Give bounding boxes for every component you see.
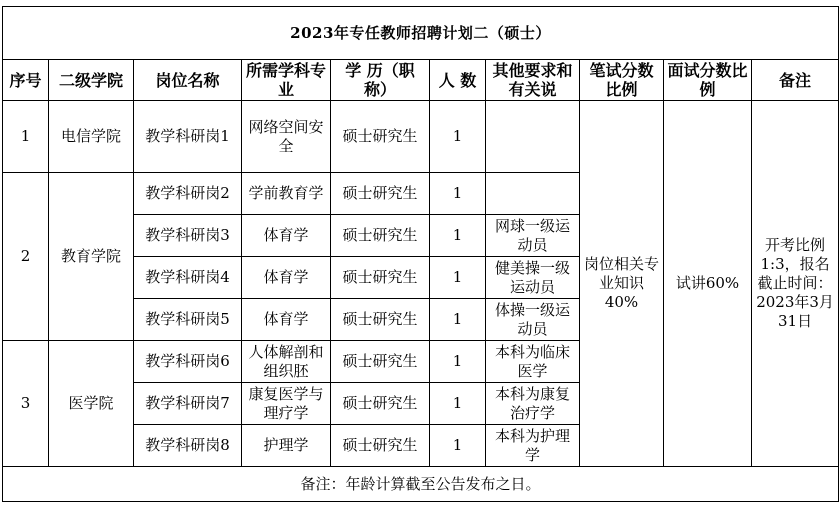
headcount: 1 <box>430 215 486 257</box>
other-requirement: 本科为临床医学 <box>486 341 580 383</box>
header-cell: 序号 <box>3 60 49 101</box>
degree: 硕士研究生 <box>331 173 430 215</box>
other-requirement <box>486 173 580 215</box>
college-name: 医学院 <box>49 341 134 467</box>
required-major: 体育学 <box>242 299 331 341</box>
other-requirement: 本科为护理学 <box>486 425 580 467</box>
degree: 硕士研究生 <box>331 101 430 173</box>
post-name: 教学科研岗3 <box>134 215 242 257</box>
degree: 硕士研究生 <box>331 215 430 257</box>
required-major: 网络空间安全 <box>242 101 331 173</box>
headcount: 1 <box>430 101 486 173</box>
header-cell: 所需学科专业 <box>242 60 331 101</box>
table-title: 2023年专任教师招聘计划二（硕士） <box>3 7 839 60</box>
interview-ratio: 试讲60% <box>664 101 752 467</box>
post-name: 教学科研岗6 <box>134 341 242 383</box>
group-number: 1 <box>3 101 49 173</box>
other-requirement: 本科为康复治疗学 <box>486 383 580 425</box>
required-major: 学前教育学 <box>242 173 331 215</box>
header-cell: 面试分数比例 <box>664 60 752 101</box>
headcount: 1 <box>430 173 486 215</box>
written-exam-ratio: 岗位相关专业知识40% <box>580 101 664 467</box>
group-number: 2 <box>3 173 49 341</box>
headcount: 1 <box>430 425 486 467</box>
post-name: 教学科研岗4 <box>134 257 242 299</box>
header-cell: 笔试分数比例 <box>580 60 664 101</box>
required-major: 康复医学与理疗学 <box>242 383 331 425</box>
headcount: 1 <box>430 257 486 299</box>
header-cell: 人 数 <box>430 60 486 101</box>
header-cell: 其他要求和有关说 <box>486 60 580 101</box>
post-name: 教学科研岗8 <box>134 425 242 467</box>
degree: 硕士研究生 <box>331 299 430 341</box>
required-major: 体育学 <box>242 215 331 257</box>
header-cell: 备注 <box>752 60 839 101</box>
post-name: 教学科研岗7 <box>134 383 242 425</box>
required-major: 护理学 <box>242 425 331 467</box>
headcount: 1 <box>430 299 486 341</box>
headcount: 1 <box>430 383 486 425</box>
group-number: 3 <box>3 341 49 467</box>
post-name: 教学科研岗5 <box>134 299 242 341</box>
header-row <box>3 60 839 101</box>
college-name: 电信学院 <box>49 101 134 173</box>
other-requirement: 网球一级运动员 <box>486 215 580 257</box>
degree: 硕士研究生 <box>331 383 430 425</box>
post-name: 教学科研岗1 <box>134 101 242 173</box>
header-cell: 二级学院 <box>49 60 134 101</box>
required-major: 人体解剖和组织胚 <box>242 341 331 383</box>
header-cell: 岗位名称 <box>134 60 242 101</box>
footnote: 备注：年龄计算截至公告发布之日。 <box>3 467 839 502</box>
degree: 硕士研究生 <box>331 425 430 467</box>
header-cell: 学 历（职称） <box>331 60 430 101</box>
required-major: 体育学 <box>242 257 331 299</box>
post-name: 教学科研岗2 <box>134 173 242 215</box>
college-name: 教育学院 <box>49 173 134 341</box>
remark-cell: 开考比例1:3，报名截止时间：2023年3月31日 <box>752 101 839 467</box>
recruitment-table <box>2 6 839 502</box>
degree: 硕士研究生 <box>331 257 430 299</box>
other-requirement: 健美操一级运动员 <box>486 257 580 299</box>
other-requirement <box>486 101 580 173</box>
headcount: 1 <box>430 341 486 383</box>
degree: 硕士研究生 <box>331 341 430 383</box>
table-row <box>3 101 839 173</box>
other-requirement: 体操一级运动员 <box>486 299 580 341</box>
